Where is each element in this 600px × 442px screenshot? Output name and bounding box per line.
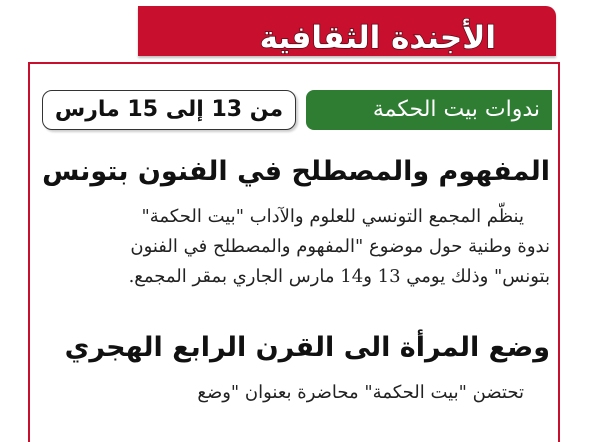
article-body [50, 202, 550, 292]
article-body-line: تحتضن "بيت الحكمة" محاضرة بعنوان "وضع [197, 382, 524, 403]
event-series-row [42, 90, 552, 130]
article-title: وضع المرأة الى القرن الرابع الهجري [64, 332, 550, 363]
article-body-line: بتونس" وذلك يومي 13 و14 مارس الجاري بمقر المجمع. [128, 266, 550, 287]
article-title: المفهوم والمصطلح في الفنون بتونس [42, 156, 550, 187]
article-body-line: ينظّم المجمع التونسي للعلوم والآداب "بيت الحكمة" [141, 206, 524, 227]
section-title: الأجندة الثقافية [259, 20, 496, 56]
event-series-label: ندوات بيت الحكمة [306, 90, 552, 130]
section-header [138, 6, 556, 56]
article-body-line: ندوة وطنية حول موضوع "المفهوم والمصطلح في الفنون [130, 236, 550, 257]
event-date-range: من 13 إلى 15 مارس [42, 90, 296, 130]
